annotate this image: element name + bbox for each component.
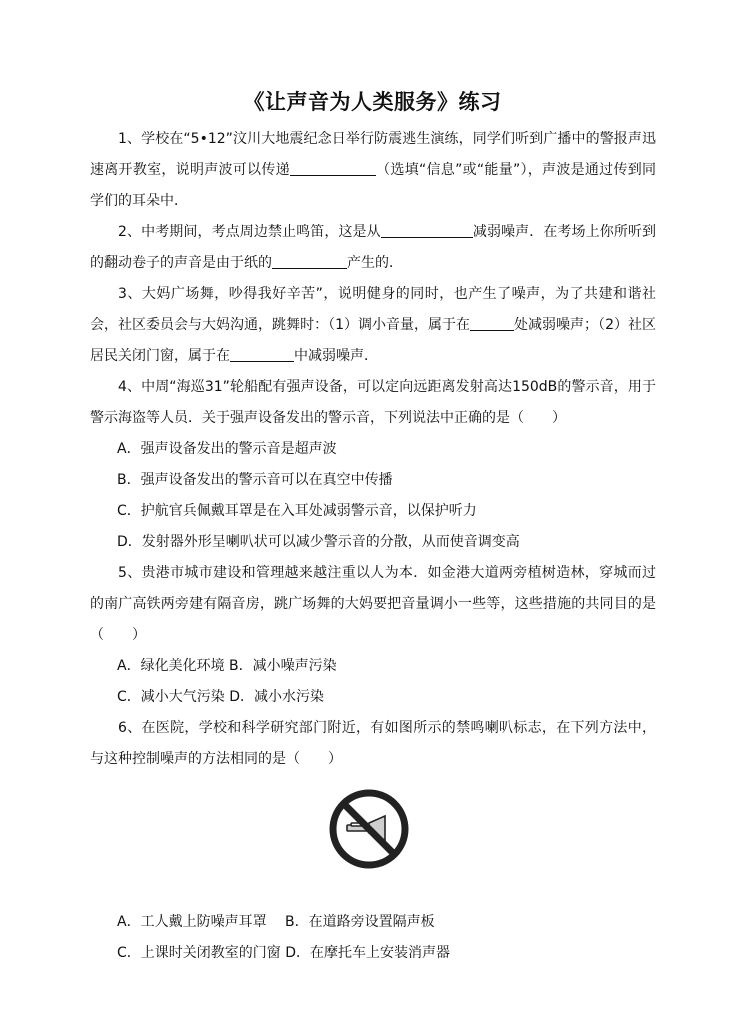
answer-blank[interactable] <box>381 222 473 238</box>
answer-blank[interactable] <box>272 253 347 269</box>
question-4-option-d[interactable]: D．发射器外形呈喇叭状可以减少警示音的分散，从而使音调变高 <box>117 534 520 550</box>
question-3 <box>90 279 656 372</box>
question-2-text-b: 减弱噪声．在考场上你所听到的翻动卷子的声音是由于纸的 <box>90 224 657 271</box>
question-6: 6、在医院，学校和科学研究部门附近，有如图所示的禁鸣喇叭标志，在下列方法中，与这种控制噪声的方法相同的是（ ） <box>90 720 656 767</box>
question-3-text-b: 处减弱噪声；（2）社区居民关闭门窗，属于在 <box>90 317 656 364</box>
question-5-options-ab[interactable]: A．绿化美化环境 B．减小噪声污染 <box>117 658 337 674</box>
question-1-text-a: 1、学校在“5•12”汶川大地震纪念日举行防震逃生演练，同学们听到广播中的警报声迅速离开教室，说明声波可以传递 <box>90 131 656 178</box>
question-6-options-cd[interactable]: C．上课时关闭教室的门窗 D．在摩托车上安装消声器 <box>117 945 451 961</box>
answer-blank[interactable] <box>230 346 294 362</box>
answer-blank[interactable] <box>290 160 376 176</box>
question-2 <box>90 217 656 279</box>
question-2-text-c: 产生的． <box>347 255 403 271</box>
question-2-text-a: 2、中考期间，考点周边禁止鸣笛，这是从 <box>118 224 381 240</box>
question-1 <box>90 124 656 217</box>
question-4: 4、中周“海巡31”轮船配有强声设备，可以定向远距离发射高达150dB的警示音，用于警示海盗等人员．关于强声设备发出的警示音，下列说法中正确的是（ ） <box>90 379 656 426</box>
question-1-text-b: （选填“信息”或“能量”），声波是通过传到同学们的耳朵中． <box>90 162 657 209</box>
question-4-option-b[interactable]: B．强声设备发出的警示音可以在真空中传播 <box>117 472 393 488</box>
exercise-body <box>90 124 656 969</box>
question-5-options-cd[interactable]: C．减小大气污染 D．减小水污染 <box>117 689 325 705</box>
question-3-text-c: 中减弱噪声． <box>294 348 378 364</box>
question-4-option-c[interactable]: C．护航官兵佩戴耳罩是在入耳处减弱警示音，以保护听力 <box>117 503 477 519</box>
answer-blank[interactable] <box>470 315 514 331</box>
question-3-text-a: 3、大妈广场舞，吵得我好辛苦”，说明健身的同时，也产生了噪声，为了共建和谐社会，社区委员会与大妈沟通，跳舞时：（1）调小音量，属于在 <box>90 286 656 333</box>
no-horn-sign-icon <box>327 787 411 871</box>
question-5: 5、贵港市城市建设和管理越来越注重以人为本．如金港大道两旁植树造林，穿城而过的南广高铁两旁建有隔音房，跳广场舞的大妈要把音量调小一些等，这些措施的共同目的是（ ） <box>90 565 656 643</box>
question-6-options-ab[interactable]: A．工人戴上防噪声耳罩 B．在道路旁设置隔声板 <box>117 914 435 930</box>
question-4-option-a[interactable]: A．强声设备发出的警示音是超声波 <box>117 441 337 457</box>
figure-container <box>90 775 656 907</box>
page-title: 《让声音为人类服务》练习 <box>243 89 502 114</box>
